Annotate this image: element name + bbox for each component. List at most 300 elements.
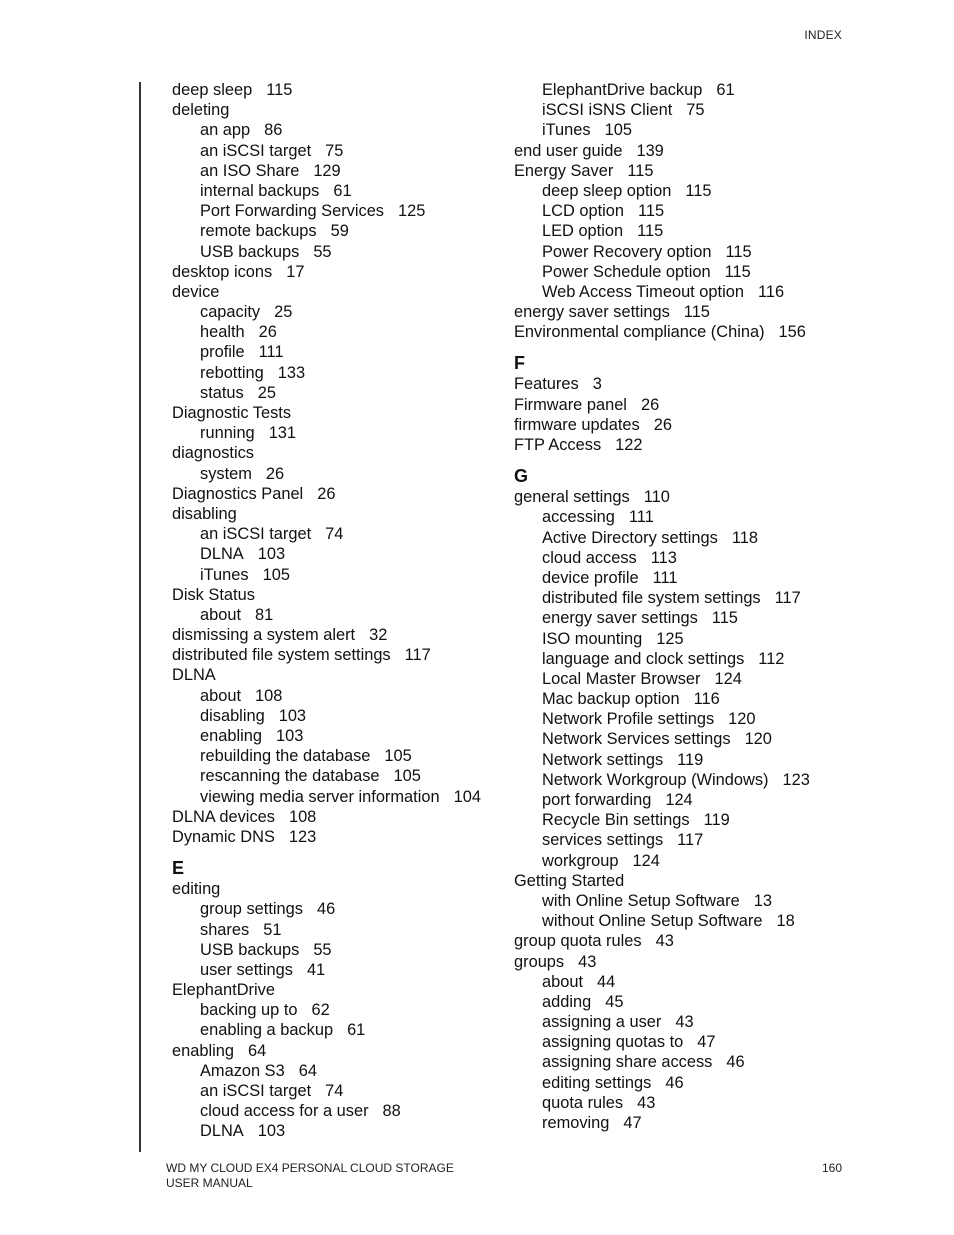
index-term: without Online Setup Software	[542, 912, 763, 931]
index-subentry	[172, 242, 512, 262]
index-section-letter: E	[172, 858, 185, 879]
footer-title-line-1: WD MY CLOUD EX4 PERSONAL CLOUD STORAGE	[166, 1161, 454, 1175]
index-subentry	[172, 787, 512, 807]
index-page-ref: 17	[286, 262, 305, 281]
index-page-ref: 41	[306, 960, 326, 979]
index-subentry	[172, 726, 512, 746]
index-page-ref: 104	[453, 787, 481, 806]
index-term: Dynamic DNS	[172, 827, 275, 846]
index-entry	[172, 403, 512, 423]
index-subentry	[172, 302, 512, 322]
index-page-ref: 122	[615, 436, 643, 454]
index-term: an ISO Share	[200, 161, 300, 180]
index-term: removing	[542, 1114, 610, 1132]
index-term: DLNA	[200, 545, 244, 564]
index-page-ref: 74	[325, 1082, 344, 1100]
index-subentry	[514, 992, 854, 1012]
index-page-ref: 103	[257, 545, 286, 564]
index-term: cloud access	[542, 548, 637, 567]
index-subentry	[172, 363, 512, 383]
index-term: adding	[542, 992, 592, 1011]
index-page-ref: 26	[653, 415, 672, 434]
index-subentry	[514, 588, 854, 608]
index-term: enabling	[200, 727, 262, 745]
index-subentry	[514, 1032, 854, 1052]
index-section-letter: G	[514, 466, 529, 487]
index-term: Web Access Timeout option	[542, 282, 744, 301]
index-term: DLNA	[172, 666, 216, 685]
index-page-ref: 59	[330, 222, 349, 241]
index-page-ref: 131	[268, 424, 297, 443]
index-page-ref: 43	[675, 1013, 694, 1032]
index-page-ref: 124	[632, 851, 660, 870]
index-page-ref: 75	[325, 141, 344, 160]
index-subentry	[172, 120, 512, 140]
index-term: device profile	[542, 568, 639, 587]
index-page-ref: 62	[311, 1001, 330, 1020]
footer-manual-title	[166, 1161, 454, 1191]
index-page-ref: 125	[656, 629, 684, 648]
index-page-ref: 46	[665, 1073, 684, 1092]
index-entry	[172, 504, 512, 524]
index-subentry	[514, 1113, 854, 1133]
index-subentry	[172, 322, 512, 342]
index-page-ref: 117	[774, 589, 801, 608]
index-term: capacity	[200, 303, 261, 322]
index-subentry	[514, 851, 854, 871]
index-term: remote backups	[200, 222, 317, 241]
index-term: running	[200, 424, 255, 443]
index-subentry	[172, 161, 512, 181]
index-subentry	[514, 729, 854, 749]
index-subentry	[172, 1020, 512, 1040]
index-page-ref: 115	[724, 262, 751, 281]
index-term: an iSCSI target	[200, 1082, 312, 1100]
index-term: disabling	[200, 706, 265, 725]
index-page-ref: 103	[278, 706, 307, 725]
index-term: group quota rules	[514, 932, 642, 951]
index-term: group settings	[200, 900, 303, 919]
index-page-ref: 18	[776, 912, 795, 931]
index-entry	[514, 161, 854, 181]
index-term: with Online Setup Software	[542, 891, 740, 910]
index-subentry	[514, 1012, 854, 1032]
index-page-ref: 105	[384, 747, 412, 766]
index-subentry	[172, 1121, 512, 1141]
index-term: Power Recovery option	[542, 242, 712, 261]
index-subentry	[172, 544, 512, 564]
index-term: enabling	[172, 1041, 234, 1060]
index-entry	[514, 141, 854, 161]
index-term: Power Schedule option	[542, 262, 711, 281]
index-term: distributed file system settings	[172, 646, 391, 665]
index-term: an iSCSI target	[200, 525, 312, 544]
index-term: device	[172, 282, 220, 301]
index-term: an iSCSI target	[200, 141, 312, 160]
index-subentry	[514, 972, 854, 992]
index-term: general settings	[514, 488, 630, 507]
page-number: 160	[821, 1161, 842, 1175]
index-page-ref: 26	[258, 323, 277, 342]
index-term: diagnostics	[172, 444, 255, 463]
index-column-left	[172, 80, 512, 1142]
index-term: about	[200, 605, 242, 624]
index-subentry	[514, 770, 854, 790]
index-term: services settings	[542, 831, 664, 850]
index-entry	[514, 415, 854, 435]
index-term: iTunes	[542, 121, 591, 140]
index-page-ref: 115	[627, 161, 654, 180]
index-page-ref: 103	[257, 1122, 286, 1141]
index-page-ref: 105	[604, 121, 632, 140]
index-subentry	[172, 766, 512, 786]
index-term: energy saver settings	[542, 609, 698, 628]
index-page-ref: 61	[716, 81, 735, 99]
index-subentry	[514, 830, 854, 850]
index-entry	[514, 302, 854, 322]
index-page-ref: 116	[757, 282, 785, 301]
index-entry	[514, 952, 854, 972]
index-term: ElephantDrive backup	[542, 81, 703, 99]
index-subentry	[514, 689, 854, 709]
index-term: language and clock settings	[542, 649, 745, 668]
index-entry	[172, 585, 512, 605]
index-subentry	[172, 423, 512, 443]
index-page-ref: 117	[404, 646, 431, 665]
index-subentry	[172, 686, 512, 706]
index-page-ref: 123	[288, 827, 317, 846]
index-entry	[172, 645, 512, 665]
index-term: enabling a backup	[200, 1021, 334, 1040]
index-page-ref: 74	[325, 525, 344, 544]
index-term: rescanning the database	[200, 767, 380, 786]
index-term: assigning share access	[542, 1053, 713, 1072]
index-subentry	[514, 608, 854, 628]
index-page-ref: 133	[277, 363, 306, 382]
index-entry	[172, 484, 512, 504]
index-term: groups	[514, 952, 565, 971]
index-entry	[514, 931, 854, 951]
index-term: energy saver settings	[514, 303, 670, 322]
index-term: rebotting	[200, 363, 264, 382]
index-term: assigning a user	[542, 1013, 662, 1032]
index-page-ref: 64	[247, 1041, 267, 1060]
index-term: profile	[200, 343, 245, 362]
index-entry	[514, 322, 854, 342]
index-term: backing up to	[200, 1001, 298, 1020]
index-term: DLNA devices	[172, 807, 275, 826]
index-page-ref: 61	[347, 1021, 366, 1040]
index-subentry	[172, 464, 512, 484]
index-page-ref: 47	[623, 1114, 642, 1132]
index-term: workgroup	[542, 851, 619, 870]
index-term: iTunes	[200, 565, 249, 584]
index-subentry	[172, 1061, 512, 1081]
index-page-ref: 25	[257, 383, 276, 402]
index-entry	[172, 879, 512, 899]
index-page-ref: 86	[264, 121, 283, 140]
index-page-ref: 108	[288, 807, 317, 826]
index-term: Mac backup option	[542, 690, 680, 709]
index-page-ref: 115	[711, 609, 738, 628]
index-subentry	[514, 1093, 854, 1113]
index-page-ref: 51	[263, 920, 282, 939]
index-subentry	[514, 750, 854, 770]
index-page-ref: 110	[643, 488, 670, 507]
index-term: deep sleep	[172, 81, 253, 99]
index-term: Firmware panel	[514, 395, 627, 414]
index-subentry	[172, 342, 512, 362]
index-term: editing	[172, 880, 221, 899]
index-term: ISO mounting	[542, 629, 643, 648]
index-subentry	[514, 507, 854, 527]
index-page-ref: 13	[753, 891, 772, 910]
index-entry	[514, 395, 854, 415]
index-page-ref: 26	[265, 464, 285, 483]
index-term: accessing	[542, 508, 615, 527]
index-section-letter: F	[514, 353, 525, 374]
index-subentry	[514, 790, 854, 810]
index-page-ref: 3	[592, 375, 602, 394]
index-term: USB backups	[200, 940, 300, 959]
index-subentry	[172, 524, 512, 544]
index-page-ref: 32	[369, 626, 388, 645]
index-subentry	[172, 940, 512, 960]
index-subentry	[172, 181, 512, 201]
index-term: cloud access for a user	[200, 1102, 369, 1121]
index-term: Network settings	[542, 750, 664, 769]
index-page-ref: 124	[665, 791, 693, 809]
index-term: user settings	[200, 960, 293, 979]
index-term: about	[200, 686, 242, 705]
index-page-ref: 43	[655, 932, 674, 951]
index-subentry	[172, 1000, 512, 1020]
index-subentry	[514, 891, 854, 911]
index-term: quota rules	[542, 1093, 624, 1112]
index-term: Recycle Bin settings	[542, 811, 690, 830]
index-page-ref: 45	[605, 992, 624, 1011]
index-entry	[514, 435, 854, 455]
section-header: INDEX	[804, 28, 842, 42]
index-term: Port Forwarding Services	[200, 202, 385, 221]
index-page-ref: 115	[266, 81, 293, 99]
index-page-ref: 26	[640, 395, 660, 414]
index-subentry	[514, 201, 854, 221]
index-term: Getting Started	[514, 871, 625, 890]
index-term: Network Workgroup (Windows)	[542, 770, 769, 789]
index-page-ref: 55	[313, 242, 332, 261]
index-subentry	[514, 528, 854, 548]
index-page-ref: 118	[731, 528, 758, 547]
index-entry	[172, 625, 512, 645]
index-term: firmware updates	[514, 415, 640, 434]
index-subentry	[172, 1101, 512, 1121]
index-page-ref: 46	[726, 1053, 745, 1072]
index-page-ref: 120	[744, 730, 772, 749]
index-page-ref: 111	[258, 343, 284, 362]
index-entry	[514, 374, 854, 394]
index-subentry	[514, 80, 854, 100]
index-page-ref: 115	[683, 303, 710, 322]
index-page-ref: 75	[686, 101, 705, 120]
index-term: disabling	[172, 504, 237, 523]
index-page-ref: 115	[725, 242, 752, 261]
index-page-ref: 44	[597, 972, 616, 991]
index-subentry	[172, 605, 512, 625]
index-subentry	[172, 565, 512, 585]
index-entry	[172, 807, 512, 827]
index-term: distributed file system settings	[542, 589, 761, 608]
index-page-ref: 123	[782, 770, 810, 789]
index-subentry	[172, 141, 512, 161]
index-page-ref: 103	[275, 727, 304, 745]
index-page-ref: 25	[274, 303, 293, 322]
index-term: rebuilding the database	[200, 747, 371, 766]
index-subentry	[514, 548, 854, 568]
index-subentry	[172, 920, 512, 940]
index-page-ref: 129	[313, 161, 341, 180]
index-term: desktop icons	[172, 262, 273, 281]
index-subentry	[172, 201, 512, 221]
index-subentry	[514, 221, 854, 241]
index-page-ref: 115	[638, 202, 665, 221]
index-term: iSCSI iSNS Client	[542, 101, 673, 120]
index-subentry	[514, 1052, 854, 1072]
index-column-right	[514, 80, 854, 1133]
index-term: deleting	[172, 101, 230, 120]
index-term: editing settings	[542, 1073, 652, 1092]
index-entry	[172, 827, 512, 847]
index-page-ref: 119	[677, 750, 704, 769]
index-term: Active Directory settings	[542, 528, 718, 547]
index-page-ref: 156	[778, 323, 806, 342]
index-entry	[172, 100, 512, 120]
index-page-ref: 43	[637, 1093, 656, 1112]
index-page-ref: 116	[693, 690, 720, 709]
index-page-ref: 108	[255, 686, 283, 705]
index-term: end user guide	[514, 141, 623, 160]
index-subentry	[514, 669, 854, 689]
index-term: dismissing a system alert	[172, 626, 356, 645]
index-page-ref: 61	[333, 181, 352, 200]
index-subentry	[514, 911, 854, 931]
index-term: deep sleep option	[542, 181, 672, 200]
index-entry	[172, 80, 512, 100]
index-subentry	[172, 960, 512, 980]
index-subentry	[172, 746, 512, 766]
index-term: Diagnostics Panel	[172, 484, 304, 503]
index-term: Network Profile settings	[542, 710, 715, 729]
index-page-ref: 124	[714, 669, 742, 688]
index-term: USB backups	[200, 242, 300, 261]
index-subentry	[514, 100, 854, 120]
index-subentry	[514, 709, 854, 729]
index-term: DLNA	[200, 1122, 244, 1141]
index-page-ref: 111	[628, 508, 654, 527]
index-subentry	[172, 706, 512, 726]
index-entry	[172, 262, 512, 282]
index-page-ref: 117	[677, 831, 704, 850]
index-page-ref: 43	[578, 952, 597, 971]
index-page-ref: 81	[255, 605, 274, 624]
index-term: assigning quotas to	[542, 1033, 684, 1052]
index-page-ref: 55	[313, 940, 332, 959]
margin-rule	[139, 82, 141, 1152]
index-page-ref: 119	[703, 811, 730, 830]
index-term: LED option	[542, 222, 624, 241]
index-page-ref: 105	[262, 565, 290, 584]
index-term: shares	[200, 920, 250, 939]
index-subentry	[514, 649, 854, 669]
index-term: Energy Saver	[514, 161, 614, 180]
index-subentry	[172, 221, 512, 241]
index-subentry	[514, 120, 854, 140]
index-subentry	[514, 282, 854, 302]
index-term: Disk Status	[172, 585, 255, 604]
index-subentry	[514, 181, 854, 201]
index-subentry	[514, 810, 854, 830]
index-subentry	[172, 1081, 512, 1101]
index-subentry	[172, 383, 512, 403]
index-term: LCD option	[542, 202, 625, 221]
index-entry	[514, 487, 854, 507]
index-term: viewing media server information	[200, 787, 440, 806]
index-subentry	[514, 629, 854, 649]
index-page-ref: 112	[758, 649, 785, 668]
index-page-ref: 120	[728, 710, 756, 729]
index-page-ref: 47	[697, 1033, 716, 1052]
index-entry	[172, 443, 512, 463]
index-subentry	[172, 899, 512, 919]
index-subentry	[514, 242, 854, 262]
index-term: internal backups	[200, 181, 320, 200]
index-term: FTP Access	[514, 436, 602, 454]
index-entry	[172, 665, 512, 685]
index-term: Amazon S3	[200, 1061, 285, 1080]
index-term: Features	[514, 375, 579, 394]
index-term: Environmental compliance (China)	[514, 323, 765, 342]
index-subentry	[514, 568, 854, 588]
index-term: about	[542, 972, 584, 991]
index-entry	[172, 1041, 512, 1061]
index-page-ref: 64	[298, 1061, 317, 1080]
index-entry	[172, 980, 512, 1000]
index-term: Diagnostic Tests	[172, 404, 292, 422]
index-term: port forwarding	[542, 791, 652, 809]
index-page-ref: 139	[636, 141, 664, 160]
index-page-ref: 113	[650, 548, 677, 567]
index-page-ref: 115	[685, 181, 712, 200]
index-page-ref: 115	[637, 222, 664, 241]
index-term: health	[200, 323, 245, 342]
index-page-ref: 111	[652, 568, 678, 587]
index-subentry	[514, 262, 854, 282]
index-term: Network Services settings	[542, 730, 731, 749]
index-subentry	[514, 1073, 854, 1093]
index-term: status	[200, 383, 244, 402]
index-page-ref: 46	[316, 900, 336, 919]
index-term: system	[200, 464, 252, 483]
index-term: ElephantDrive	[172, 981, 275, 1000]
index-page-ref: 125	[398, 202, 426, 221]
index-page-ref: 88	[382, 1102, 401, 1121]
index-entry	[514, 871, 854, 891]
index-page-ref: 105	[393, 767, 421, 786]
index-term: Local Master Browser	[542, 669, 701, 688]
index-page-ref: 26	[317, 484, 336, 503]
index-term: an app	[200, 121, 251, 140]
index-entry	[172, 282, 512, 302]
